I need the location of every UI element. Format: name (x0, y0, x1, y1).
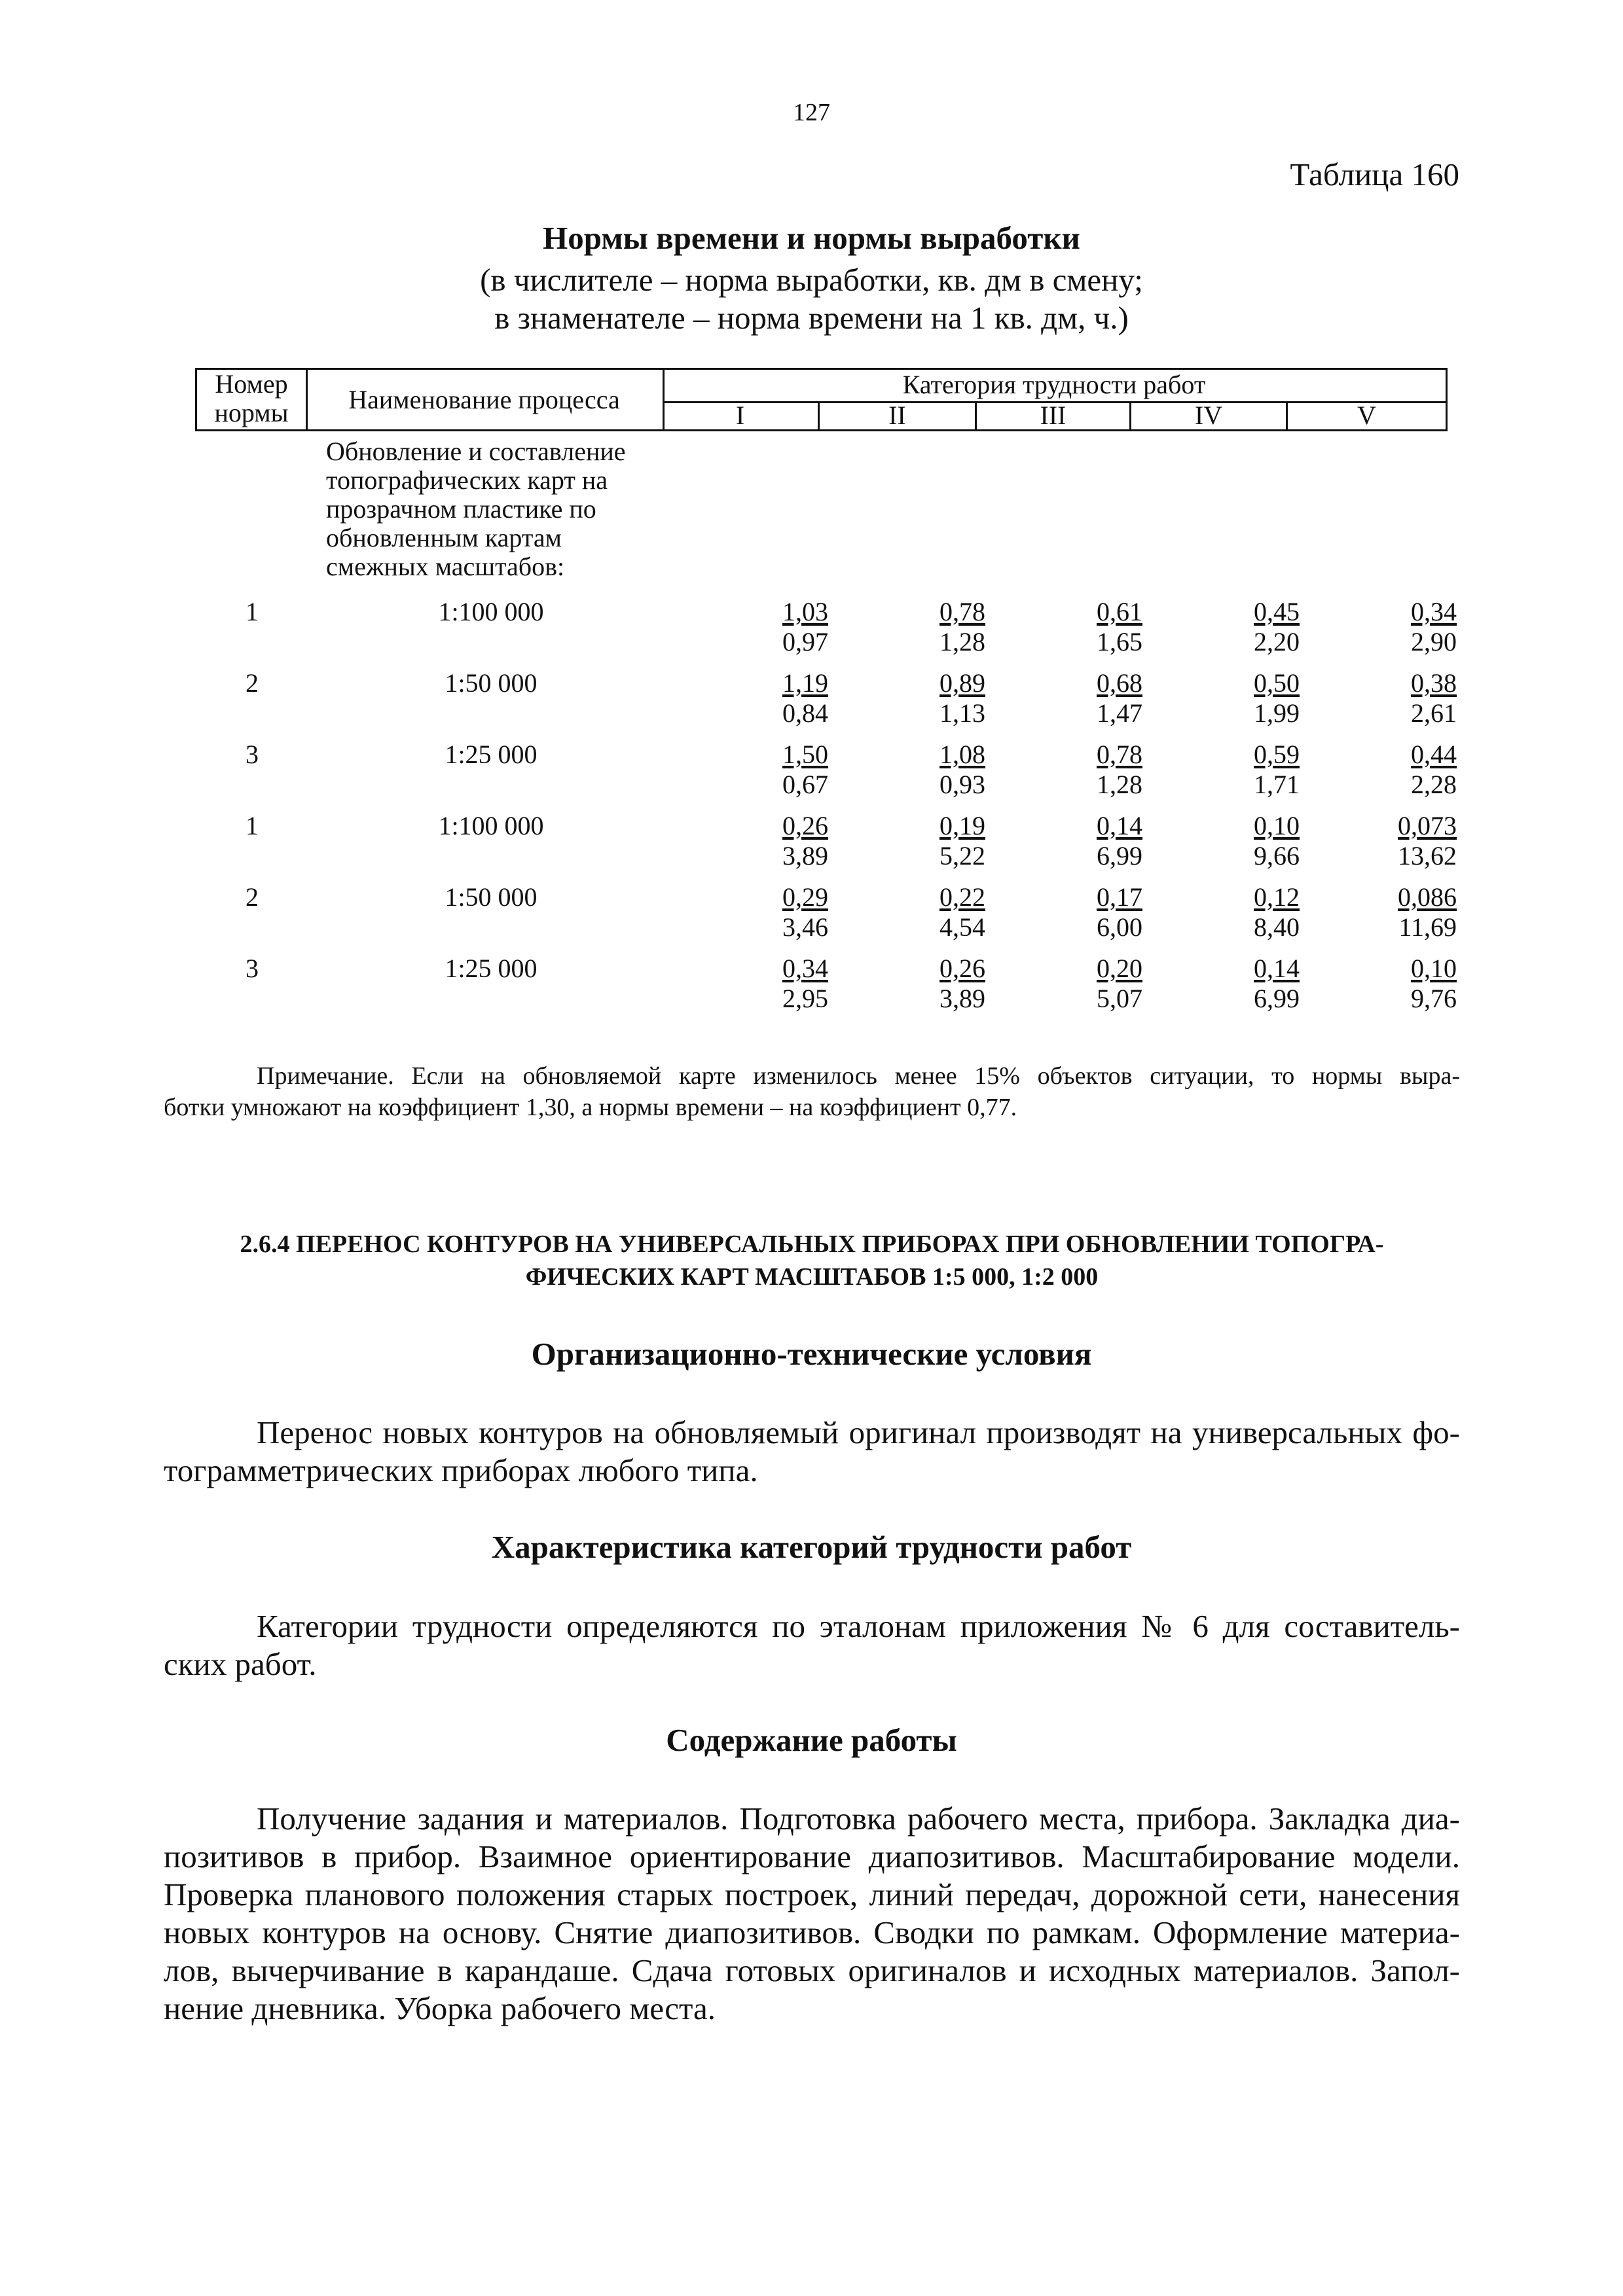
row-norm-number: 1 (246, 597, 259, 626)
norm-output-value: 0,19 (939, 811, 985, 840)
row-scale: 1:25 000 (445, 740, 538, 769)
norm-time-value: 3,46 (782, 912, 828, 942)
norm-cell (1038, 954, 1142, 1014)
row-scale: 1:50 000 (445, 882, 538, 912)
norm-output-value: 0,26 (782, 811, 828, 840)
note-line: Примечание. Если на обновляемой карте изменилось менее 15% объектов ситуации, то нормы выра- (257, 1062, 1460, 1090)
paragraph-line: Перенос новых контуров на обновляемый оригинал производят на универсальных фо- (257, 1414, 1460, 1450)
table-title: Нормы времени и нормы выработки (543, 220, 1080, 256)
row-scale: 1:50 000 (445, 668, 538, 698)
paragraph-line: Проверка планового положения старых построек, линий передач, дорожной сети, нанесения (164, 1876, 1460, 1912)
norm-output-value: 0,086 (1398, 882, 1457, 912)
norm-output-value: 0,89 (939, 668, 985, 698)
norm-output-value: 0,34 (782, 954, 828, 983)
table-note (164, 1060, 1460, 1123)
norm-cell (1352, 882, 1457, 942)
norm-time-value: 1,71 (1254, 770, 1300, 799)
page-number: 127 (793, 99, 830, 126)
norm-time-value: 13,62 (1398, 841, 1457, 870)
norm-output-value: 0,22 (939, 882, 985, 912)
norm-time-value: 5,22 (939, 841, 985, 870)
paragraph-line: нение дневника. Уборка рабочего места. (164, 1990, 716, 2026)
header-category-iv: IV (1131, 401, 1288, 429)
norm-cell (881, 811, 985, 871)
table-header (195, 368, 1448, 431)
header-process-name: Наименование процесса (306, 370, 665, 429)
process-group-label-line: прозрачном пластике по (326, 494, 596, 524)
process-group-label (326, 437, 666, 581)
header-difficulty-category: Категория трудности работ (663, 370, 1446, 403)
row-scale: 1:100 000 (438, 811, 544, 840)
norm-output-value: 1,03 (782, 597, 828, 626)
norm-output-value: 0,17 (1097, 882, 1142, 912)
norm-cell (1038, 882, 1142, 942)
norm-cell (1195, 954, 1300, 1014)
norm-cell (881, 882, 985, 942)
heading-work-content: Содержание работы (666, 1722, 957, 1758)
table-label: Таблица 160 (1290, 156, 1459, 192)
norm-time-value: 1,13 (939, 698, 985, 728)
norm-output-value: 1,50 (782, 740, 828, 769)
norm-output-value: 0,073 (1398, 811, 1457, 840)
process-group-label-line: смежных масштабов: (326, 552, 565, 581)
norm-time-value: 4,54 (939, 912, 985, 942)
norm-cell (1195, 740, 1300, 800)
heading-org-conditions: Организационно-технические условия (531, 1336, 1092, 1372)
norm-output-value: 0,45 (1254, 597, 1300, 626)
norm-output-value: 0,20 (1097, 954, 1142, 983)
norm-time-value: 2,61 (1411, 698, 1457, 728)
table-subtitle-line: в знаменателе – норма времени на 1 кв. дм, ч.) (494, 300, 1129, 336)
norm-time-value: 1,28 (1097, 770, 1142, 799)
norm-cell (881, 668, 985, 728)
norm-cell (1038, 811, 1142, 871)
norm-cell (881, 597, 985, 657)
norm-cell (723, 597, 828, 657)
norm-output-value: 0,38 (1411, 668, 1457, 698)
norm-time-value: 1,99 (1254, 698, 1300, 728)
norm-cell (1352, 954, 1457, 1014)
norm-cell (1195, 811, 1300, 871)
paragraph-line: Категории трудности определяются по эталонам приложения № 6 для составитель- (257, 1608, 1460, 1644)
norm-output-value: 0,44 (1411, 740, 1457, 769)
norm-output-value: 0,14 (1097, 811, 1142, 840)
norm-time-value: 11,69 (1398, 912, 1457, 942)
norm-cell (1195, 882, 1300, 942)
norm-output-value: 0,12 (1254, 882, 1300, 912)
paragraph-difficulty-characteristics (164, 1607, 1460, 1683)
row-scale: 1:25 000 (445, 954, 538, 983)
norm-time-value: 6,99 (1097, 841, 1142, 870)
norm-output-value: 0,61 (1097, 597, 1142, 626)
norm-cell (1038, 597, 1142, 657)
header-category-i: I (663, 401, 820, 429)
norm-time-value: 0,84 (782, 698, 828, 728)
paragraph-line: тограмметрических приборах любого типа. (164, 1452, 758, 1488)
norm-time-value: 0,93 (939, 770, 985, 799)
paragraph-line: лов, вычерчивание в карандаше. Сдача готовых оригиналов и исходных материалов. Запол- (164, 1952, 1460, 1988)
norm-time-value: 0,97 (782, 627, 828, 656)
norm-time-value: 1,65 (1097, 627, 1142, 656)
norm-time-value: 1,47 (1097, 698, 1142, 728)
note-line: ботки умножают на коэффициент 1,30, а нормы времени – на коэффициент 0,77. (164, 1094, 1017, 1121)
norm-cell (1195, 597, 1300, 657)
norm-cell (723, 811, 828, 871)
norm-time-value: 9,76 (1411, 984, 1457, 1013)
header-category-iii: III (977, 401, 1131, 429)
header-norm-number (197, 370, 308, 429)
norm-output-value: 0,68 (1097, 668, 1142, 698)
norm-output-value: 1,19 (782, 668, 828, 698)
process-group-label-line: Обновление и составление (326, 437, 626, 466)
process-group-label-line: обновленным картам (326, 523, 562, 552)
norm-cell (1038, 668, 1142, 728)
header-norm-number-line: нормы (214, 398, 289, 427)
row-norm-number: 3 (246, 954, 259, 983)
norm-time-value: 1,28 (939, 627, 985, 656)
norm-time-value: 3,89 (782, 841, 828, 870)
process-group-label-line: топографических карт на (326, 465, 608, 495)
norm-cell (1352, 597, 1457, 657)
norm-cell (723, 668, 828, 728)
norm-cell (1352, 740, 1457, 800)
norm-output-value: 0,14 (1254, 954, 1300, 983)
row-scale: 1:100 000 (438, 597, 544, 626)
paragraph-line: новых контуров на основу. Снятие диапозитивов. Сводки по рамкам. Оформление материа- (164, 1914, 1460, 1950)
norm-time-value: 8,40 (1254, 912, 1300, 942)
norm-cell (723, 882, 828, 942)
norm-time-value: 3,89 (939, 984, 985, 1013)
norm-output-value: 0,78 (939, 597, 985, 626)
paragraph-line: позитивов в прибор. Взаимное ориентирование диапозитивов. Масштабирование модели. (164, 1839, 1460, 1874)
row-norm-number: 2 (246, 668, 259, 698)
section-title-line: 2.6.4 ПЕРЕНОС КОНТУРОВ НА УНИВЕРСАЛЬНЫХ ПРИБОРАХ ПРИ ОБНОВЛЕНИИ ТОПОГРА- (240, 1230, 1384, 1258)
norm-output-value: 0,34 (1411, 597, 1457, 626)
norm-cell (1195, 668, 1300, 728)
norm-cell (723, 954, 828, 1014)
norm-time-value: 2,95 (782, 984, 828, 1013)
norm-cell (881, 954, 985, 1014)
norm-time-value: 6,00 (1097, 912, 1142, 942)
norm-output-value: 0,50 (1254, 668, 1300, 698)
row-norm-number: 3 (246, 740, 259, 769)
norm-output-value: 0,29 (782, 882, 828, 912)
norm-output-value: 0,10 (1254, 811, 1300, 840)
norm-cell (1038, 740, 1142, 800)
norm-cell (881, 740, 985, 800)
section-title-line: ФИЧЕСКИХ КАРТ МАСШТАБОВ 1:5 000, 1:2 000 (525, 1263, 1099, 1291)
norm-output-value: 0,26 (939, 954, 985, 983)
norm-cell (723, 740, 828, 800)
norm-cell (1352, 811, 1457, 871)
norm-time-value: 2,90 (1411, 627, 1457, 656)
section-title (164, 1228, 1460, 1293)
paragraph-line: ских работ. (164, 1646, 317, 1682)
header-category-ii: II (820, 401, 977, 429)
header-category-v: V (1357, 401, 1376, 430)
norm-time-value: 2,20 (1254, 627, 1300, 656)
norm-output-value: 1,08 (939, 740, 985, 769)
norm-time-value: 0,67 (782, 770, 828, 799)
norm-time-value: 9,66 (1254, 841, 1300, 870)
norm-cell (1352, 668, 1457, 728)
norm-time-value: 2,28 (1411, 770, 1457, 799)
row-norm-number: 2 (246, 882, 259, 912)
norm-output-value: 0,78 (1097, 740, 1142, 769)
paragraph-org-conditions (164, 1414, 1460, 1490)
norm-time-value: 5,07 (1097, 984, 1142, 1013)
norm-time-value: 6,99 (1254, 984, 1300, 1013)
table-subtitle-line: (в числителе – норма выработки, кв. дм в смену; (480, 262, 1143, 298)
paragraph-work-content (164, 1800, 1460, 2028)
paragraph-line: Получение задания и материалов. Подготовка рабочего места, прибора. Закладка диа- (257, 1801, 1460, 1837)
header-norm-number-line: Номер (215, 369, 288, 399)
row-norm-number: 1 (246, 811, 259, 840)
heading-difficulty-characteristics: Характеристика категорий трудности работ (491, 1529, 1132, 1565)
norm-output-value: 0,59 (1254, 740, 1300, 769)
norm-output-value: 0,10 (1411, 954, 1457, 983)
